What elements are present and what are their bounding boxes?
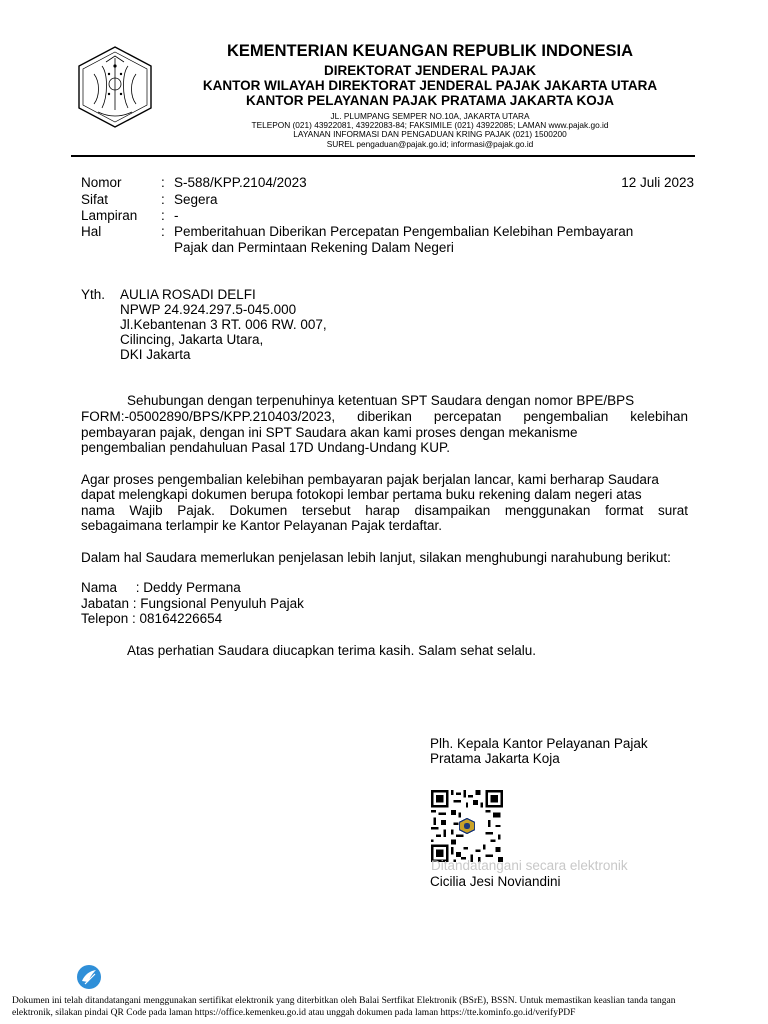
bsre-logo-icon [76,964,102,990]
hal-value-line2: Pajak dan Permintaan Rekening Dalam Negeri [174,240,454,255]
office-title: KANTOR PELAYANAN PAJAK PRATAMA JAKARTA KOJA [245,93,615,108]
office-address: JL. PLUMPANG SEMPER NO.10A, JAKARTA UTARA [330,111,530,121]
qr-code [431,790,503,862]
recipient-npwp: NPWP 24.924.297.5-045.000 [120,302,297,317]
recipient-address-line2: Cilincing, Jakarta Utara, [120,332,264,347]
body-p1-line4: pengembalian pendahuluan Pasal 17D Undang-Undang KUP. [81,440,451,455]
letter-date: 12 Juli 2023 [621,175,694,190]
footer-line1: Dokumen ini telah ditandatangani menggunakan sertifikat elektronik yang diterbitkan oleh Balai Sertfikat Elektronik (BSrE), BSSN. Untuk memastikan keaslian tanda tangan [12,996,676,1006]
office-service-line: LAYANAN INFORMASI DAN PENGADUAN KRING PAJAK (021) 1500200 [293,129,567,139]
body-p1-line2: FORM:-05002890/BPS/KPP.210403/2023, diberikan percepatan pengembalian kelebihan [81,409,688,424]
body-p2-line4: sebagaimana terlampir ke Kantor Pelayanan Pajak terdaftar. [81,518,442,533]
recipient-address-line1: Jl.Kebantenan 3 RT. 006 RW. 007, [120,317,327,332]
body-p2-line1: Agar proses pengembalian kelebihan pembayaran pajak berjalan lancar, kami berharap Saudara [81,472,659,487]
nomor-colon: : [161,175,165,190]
contact-jabatan: Jabatan : Fungsional Penyuluh Pajak [81,596,304,611]
ministry-title: KEMENTERIAN KEUANGAN REPUBLIK INDONESIA [226,42,634,60]
office-email: SUREL pengaduan@pajak.go.id; informasi@pajak.go.id [326,139,534,149]
body-p1-line3: pembayaran pajak, dengan ini SPT Saudara akan kami proses dengan mekanisme [81,425,578,440]
nomor-label: Nomor [81,175,122,190]
recipient-yth: Yth. [81,287,106,302]
hal-value-line1: Pemberitahuan Diberikan Percepatan Pengembalian Kelebihan Pembayaran [174,224,634,239]
body-p3: Dalam hal Saudara memerlukan penjelasan lebih lanjut, silakan menghubungi narahubung berikut: [81,550,671,565]
recipient-name: AULIA ROSADI DELFI [120,287,256,302]
signature-title-line1: Plh. Kepala Kantor Pelayanan Pajak [430,736,648,751]
hal-label: Hal [81,224,102,239]
lampiran-label: Lampiran [81,208,138,223]
footer-line2: elektronik, silakan pindai QR Code pada laman https://office.kemenkeu.go.id atau unggah dokumen pada laman https://tte.kominfo.go.id/verifyPDF [12,1007,576,1018]
kemenkeu-logo [72,44,158,130]
lampiran-value: - [174,208,179,223]
regional-office-title: KANTOR WILAYAH DIREKTORAT JENDERAL PAJAK JAKARTA UTARA [202,78,658,93]
contact-nama: Nama : Deddy Permana [81,580,241,595]
letterhead-divider [71,155,695,157]
signed-electronically-note: Ditandatangani secara elektronik [431,858,628,873]
office-phone: TELEPON (021) 43922081, 43922083-84; FAKSIMILE (021) 43922085; LAMAN www.pajak.go.id [251,120,609,130]
footer-disclaimer [12,996,758,1019]
sifat-colon: : [161,192,165,207]
recipient-address-line3: DKI Jakarta [120,347,191,362]
body-p1-line1: Sehubungan dengan terpenuhinya ketentuan SPT Saudara dengan nomor BPE/BPS [127,393,635,408]
hal-colon: : [161,224,165,239]
signature-title-line2: Pratama Jakarta Koja [430,751,560,766]
lampiran-colon: : [161,208,165,223]
sifat-value: Segera [174,192,218,207]
signer-name: Cicilia Jesi Noviandini [430,874,561,889]
contact-telepon: Telepon : 08164226654 [81,611,223,626]
directorate-title: DIREKTORAT JENDERAL PAJAK [323,63,537,78]
body-p2-line2: dapat melengkapi dokumen berupa fotokopi lembar pertama buku rekening dalam negeri atas [81,487,642,502]
sifat-label: Sifat [81,192,109,207]
closing-line: Atas perhatian Saudara diucapkan terima kasih. Salam sehat selalu. [127,643,536,658]
nomor-value: S-588/KPP.2104/2023 [174,175,307,190]
body-p2-line3: nama Wajib Pajak. Dokumen tersebut harap disampaikan menggunakan format surat [81,503,688,518]
